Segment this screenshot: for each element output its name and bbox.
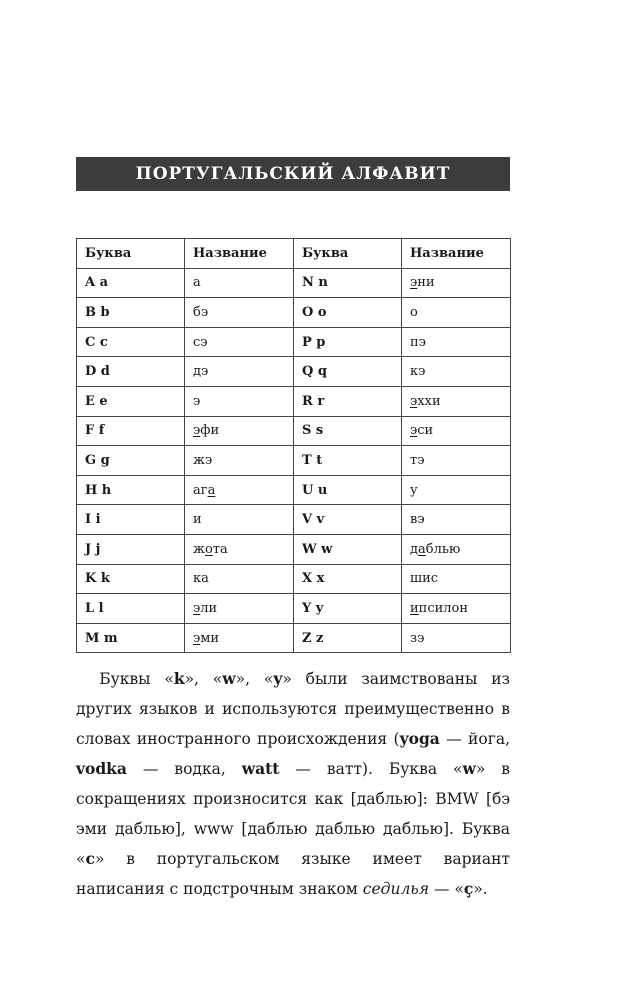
letter-cell: R r — [294, 386, 402, 416]
column-header: Буква — [294, 239, 402, 269]
bold-term: watt — [241, 759, 280, 778]
name-segment: ка — [193, 571, 209, 587]
table-row — [77, 564, 511, 594]
letter-cell: L l — [77, 594, 185, 624]
table-row — [77, 623, 511, 653]
letter-cell: V v — [294, 505, 402, 535]
letter-cell: H h — [77, 475, 185, 505]
letter-name-cell — [402, 564, 511, 594]
letter-name-cell — [402, 327, 511, 357]
column-header: Название — [402, 239, 511, 269]
name-segment: пэ — [410, 334, 426, 350]
name-segment: ми — [200, 630, 220, 646]
column-header: Буква — [77, 239, 185, 269]
stressed-vowel: э — [193, 630, 201, 646]
table-header-row — [77, 239, 511, 269]
stressed-vowel: о — [204, 541, 213, 557]
name-segment: жэ — [193, 452, 213, 468]
text-segment: — « — [429, 880, 464, 898]
name-segment: у — [410, 482, 418, 498]
letter-cell: C c — [77, 327, 185, 357]
stressed-vowel: э — [410, 393, 418, 409]
name-segment: дэ — [193, 364, 209, 380]
letter-name-cell — [185, 446, 294, 476]
name-segment: зэ — [410, 630, 425, 646]
bold-term: vodka — [76, 759, 127, 778]
table-row — [77, 594, 511, 624]
letter-name-cell — [185, 386, 294, 416]
stressed-vowel: э — [410, 423, 418, 439]
letter-name-cell — [185, 564, 294, 594]
letter-cell: J j — [77, 534, 185, 564]
letter-name-cell — [185, 475, 294, 505]
stressed-vowel: а — [207, 482, 216, 498]
bold-term: ç — [463, 879, 474, 898]
section-title: ПОРТУГАЛЬСКИЙ АЛФАВИТ — [76, 157, 510, 191]
bold-term: w — [462, 759, 476, 778]
bold-term: yoga — [399, 729, 440, 748]
name-segment: бэ — [193, 304, 209, 320]
table-row — [77, 327, 511, 357]
table-row — [77, 505, 511, 535]
letter-name-cell — [402, 298, 511, 328]
letter-cell: Q q — [294, 357, 402, 387]
name-segment: д — [410, 541, 419, 557]
table-row — [77, 386, 511, 416]
description-paragraph — [76, 664, 510, 904]
bold-term: w — [222, 669, 236, 688]
text-segment: » в португальском языке имеет вариант написания с подстрочным знаком — [76, 850, 510, 898]
stressed-vowel: э — [410, 275, 418, 291]
letter-name-cell — [402, 268, 511, 298]
letter-name-cell — [402, 416, 511, 446]
table-row — [77, 416, 511, 446]
name-segment: кэ — [410, 364, 426, 380]
text-segment: Буквы « — [99, 670, 174, 688]
text-segment: — ватт). Буква « — [279, 760, 463, 778]
name-segment: ж — [193, 541, 205, 557]
name-segment: фи — [200, 423, 220, 439]
name-segment: ни — [417, 275, 435, 291]
text-segment: » были заимствованы из других языков и используются преимущественно в словах иностранного происхождения ( — [76, 670, 510, 748]
letter-name-cell — [402, 505, 511, 535]
letter-cell: G g — [77, 446, 185, 476]
name-segment: та — [212, 541, 228, 557]
stressed-vowel: и — [410, 600, 419, 616]
letter-name-cell — [402, 534, 511, 564]
table-row — [77, 534, 511, 564]
text-segment: — водка, — [126, 760, 242, 778]
text-segment: », « — [235, 670, 274, 688]
letter-cell: M m — [77, 623, 185, 653]
bold-term: y — [273, 669, 283, 688]
letter-name-cell — [185, 594, 294, 624]
letter-cell: P p — [294, 327, 402, 357]
letter-name-cell — [185, 327, 294, 357]
letter-cell: F f — [77, 416, 185, 446]
letter-name-cell — [185, 357, 294, 387]
letter-cell: D d — [77, 357, 185, 387]
letter-cell: N n — [294, 268, 402, 298]
letter-cell: U u — [294, 475, 402, 505]
letter-name-cell — [402, 446, 511, 476]
table-body — [77, 268, 511, 653]
name-segment: си — [417, 423, 434, 439]
letter-cell: W w — [294, 534, 402, 564]
letter-cell: Y y — [294, 594, 402, 624]
letter-name-cell — [185, 268, 294, 298]
name-segment: псилон — [418, 600, 469, 616]
letter-name-cell — [185, 298, 294, 328]
text-segment: — йога, — [439, 730, 510, 748]
stressed-vowel: а — [418, 541, 426, 557]
letter-cell: O o — [294, 298, 402, 328]
text-segment: » в сокращениях произносится как [даблью]: BMW [бэ эми даблью], www [даблью даблью даблью]. Буква « — [76, 760, 510, 868]
name-segment: и — [193, 512, 202, 528]
table-row — [77, 475, 511, 505]
name-segment: ххи — [417, 393, 441, 409]
letter-name-cell — [185, 416, 294, 446]
letter-name-cell — [402, 357, 511, 387]
letter-name-cell — [402, 594, 511, 624]
table-row — [77, 357, 511, 387]
name-segment: а — [193, 275, 201, 291]
name-segment: сэ — [193, 334, 208, 350]
name-segment: тэ — [410, 452, 425, 468]
alphabet-table — [76, 238, 511, 653]
letter-cell: X x — [294, 564, 402, 594]
stressed-vowel: э — [193, 423, 201, 439]
letter-name-cell — [402, 475, 511, 505]
letter-name-cell — [402, 386, 511, 416]
italic-term: седилья — [362, 880, 430, 898]
name-segment: аг — [193, 482, 208, 498]
name-segment: шис — [410, 571, 439, 587]
letter-cell: Z z — [294, 623, 402, 653]
table-row — [77, 298, 511, 328]
letter-cell: K k — [77, 564, 185, 594]
letter-cell: B b — [77, 298, 185, 328]
letter-cell: A a — [77, 268, 185, 298]
letter-name-cell — [185, 505, 294, 535]
letter-cell: E e — [77, 386, 185, 416]
stressed-vowel: э — [193, 600, 201, 616]
letter-name-cell — [185, 623, 294, 653]
letter-cell: T t — [294, 446, 402, 476]
letter-cell: S s — [294, 416, 402, 446]
column-header: Название — [185, 239, 294, 269]
text-segment: ». — [473, 880, 488, 898]
letter-name-cell — [402, 623, 511, 653]
name-segment: блью — [425, 541, 461, 557]
letter-cell: I i — [77, 505, 185, 535]
name-segment: э — [193, 393, 201, 409]
letter-name-cell — [185, 534, 294, 564]
table-row — [77, 268, 511, 298]
text-segment: », « — [184, 670, 223, 688]
bold-term: k — [173, 669, 185, 688]
table-row — [77, 446, 511, 476]
name-segment: вэ — [410, 512, 425, 528]
bold-term: c — [85, 849, 95, 868]
name-segment: ли — [200, 600, 218, 616]
name-segment: о — [410, 304, 418, 320]
